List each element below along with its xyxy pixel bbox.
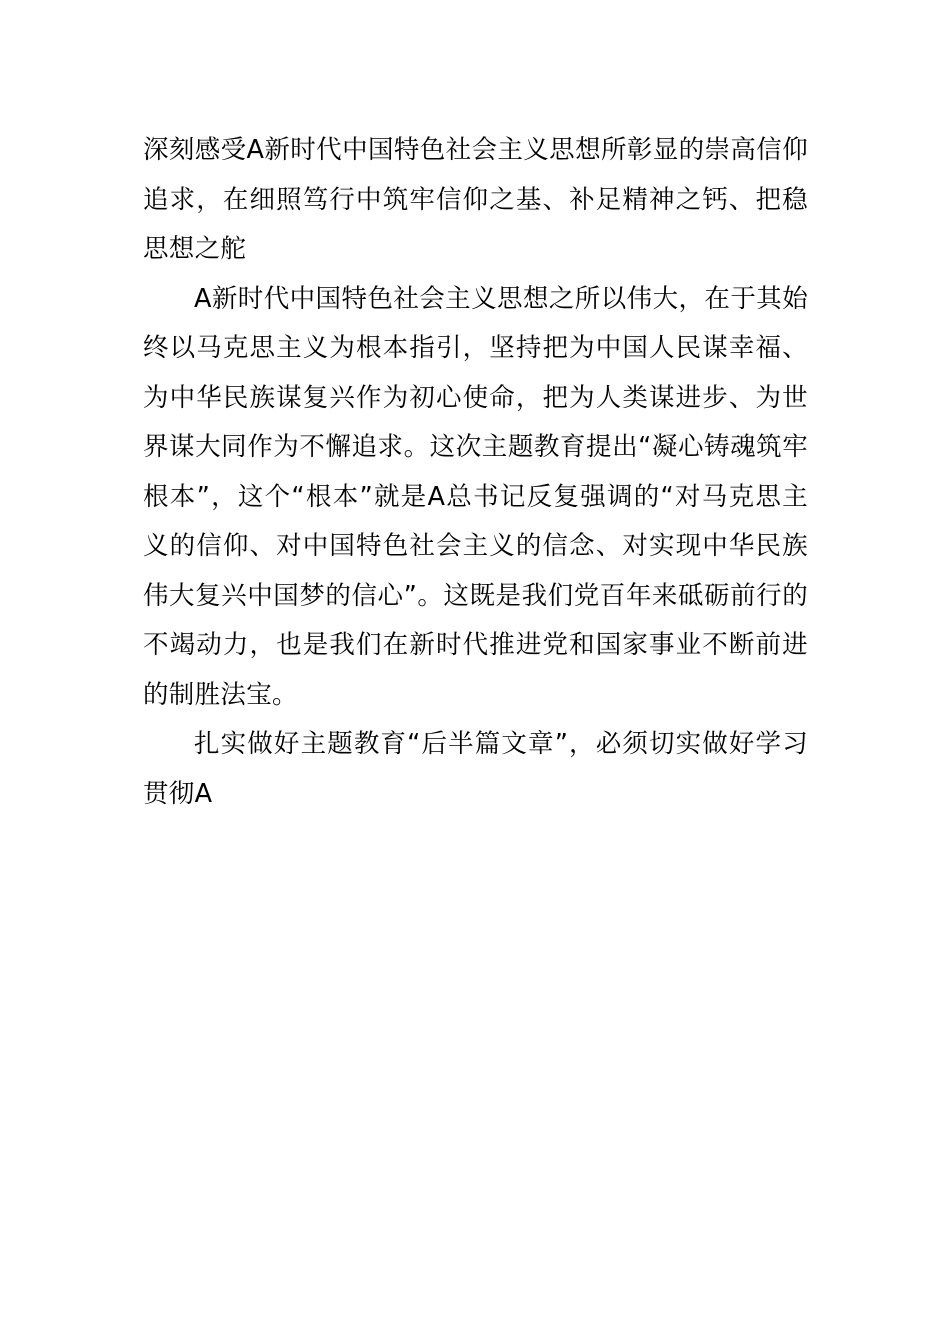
body-paragraph: 扎实做好主题教育“后半篇文章”，必须切实做好学习贯彻A [143,729,808,809]
document-page [143,126,808,819]
body-paragraph: A新时代中国特色社会主义思想之所以伟大，在于其始终以马克思主义为根本指引，坚持把为中国人民谋幸福、为中华民族谋复兴作为初心使命，把为人类谋进步、为世界谋大同作为不懈追求。这次主题教育提出“凝心铸魂筑牢根本”，这个“根本”就是A总书记反复强调的“对马克思主义的信仰、对中国特色社会主义的信念、对实现中华民族伟大复兴中国梦的信心”。这既是我们党百年来砥砺前行的不竭动力，也是我们在新时代推进党和国家事业不断前进的制胜法宝。 [143,283,808,710]
section-heading-paragraph: 深刻感受A新时代中国特色社会主义思想所彰显的崇高信仰追求，在细照笃行中筑牢信仰之基、补足精神之钙、把稳思想之舵 [143,135,808,264]
